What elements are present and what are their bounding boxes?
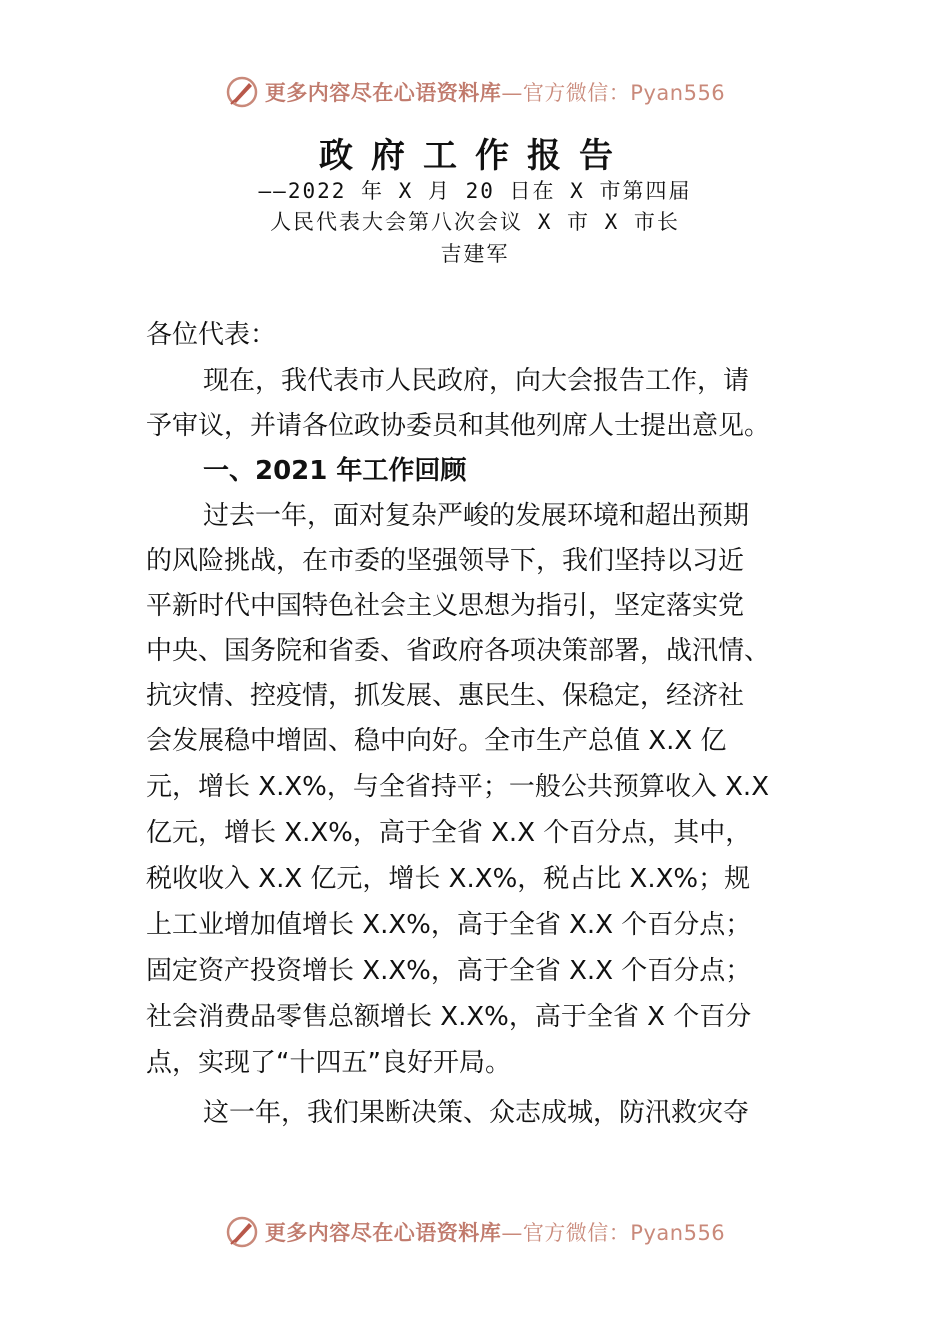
paragraph-line: 现在，我代表市人民政府，向大会报告工作，请 [203, 366, 750, 396]
subtitle-date-line: ——2022 年 X 月 20 日在 X 市第四届 [258, 179, 692, 203]
subtitle-meeting-line: 人民代表大会第八次会议 X 市 X 市长 [270, 210, 680, 234]
watermark-top [0, 72, 950, 112]
paragraph-line: 固定资产投资增长 X.X%，高于全省 X.X 个百分点； [146, 956, 752, 986]
watermark-text: 更多内容尽在心语资料库—官方微信：Pyan556 [264, 1221, 726, 1245]
quill-logo-icon [225, 1215, 259, 1249]
paragraph-line: 税收收入 X.X 亿元，增长 X.X%，税占比 X.X%；规 [146, 864, 751, 894]
paragraph-line: 元，增长 X.X%，与全省持平；一般公共预算收入 X.X [146, 772, 770, 802]
watermark-text: 更多内容尽在心语资料库—官方微信：Pyan556 [264, 81, 726, 105]
paragraph-line: 社会消费品零售总额增长 X.X%，高于全省 X 个百分 [146, 1002, 752, 1032]
subtitle-author: 吉建军 [440, 242, 510, 266]
paragraph-line: 这一年，我们果断决策、众志成城，防汛救灾夺 [203, 1098, 750, 1128]
watermark-bottom [0, 1212, 950, 1252]
paragraph-line: 中央、国务院和省委、省政府各项决策部署，战汛情、 [146, 636, 771, 666]
paragraph-line: 平新时代中国特色社会主义思想为指引，坚定落实党 [146, 591, 745, 621]
paragraph-line: 亿元，增长 X.X%，高于全省 X.X 个百分点，其中， [146, 818, 752, 848]
paragraph-line: 上工业增加值增长 X.X%，高于全省 X.X 个百分点； [146, 910, 752, 940]
section-heading: 一、2021 年工作回顾 [203, 456, 467, 486]
salutation: 各位代表： [146, 320, 277, 350]
quill-logo-icon [225, 75, 259, 109]
paragraph-line: 点，实现了“十四五”良好开局。 [146, 1048, 511, 1078]
paragraph-line: 过去一年，面对复杂严峻的发展环境和超出预期 [203, 501, 750, 531]
paragraph-line: 予审议，并请各位政协委员和其他列席人士提出意见。 [146, 411, 771, 441]
paragraph-line: 的风险挑战，在市委的坚强领导下，我们坚持以习近 [146, 546, 745, 576]
document-title: 政府工作报告 [319, 136, 631, 176]
paragraph-line: 抗灾情、控疫情，抓发展、惠民生、保稳定，经济社 [146, 681, 745, 711]
paragraph-line: 会发展稳中增固、稳中向好。全市生产总值 X.X 亿 [146, 726, 727, 756]
